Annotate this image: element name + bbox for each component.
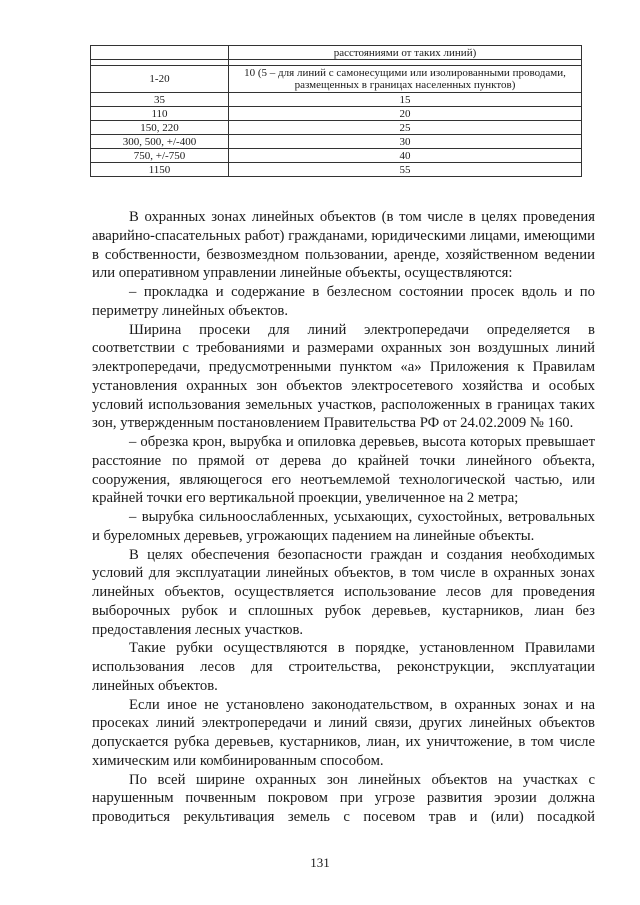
- paragraph-clearing-width: Ширина просеки для линий электропередачи определяется в соответствии с требованиями и размерами охранных зон воздушных линий электропередачи, предусмотренными пунктом «а» Приложения к Правилам установления охранных зон объектов электросетевого хозяйства и особых условий использования земельных участков, расположенных в границах таких зон, утвержденным постановлением Правительства РФ от 24.02.2009 № 160.: [92, 321, 595, 432]
- table-cell-voltage: 110: [91, 107, 229, 121]
- table-cell-voltage: 750, +/-750: [91, 149, 229, 163]
- paragraph-protection-zones-intro: В охранных зонах линейных объектов (в том числе в целях проведения аварийно-спасательных работ) гражданами, юридическими лицами, имеющими в собственности, безвозмездном пользовании, аренде, хозяйственном ведении или оперативном управлении линейные объекты, осуществляются:: [92, 209, 595, 282]
- page-number: 131: [310, 855, 330, 870]
- paragraph-weak-tree-felling: – вырубка сильноослабленных, усыхающих, сухостойных, ветровальных и буреломных деревьев, угрожающих падением на линейные объекты.: [92, 509, 595, 544]
- table-cell-voltage: [91, 46, 229, 60]
- table-cell-distance: 20: [229, 107, 582, 121]
- table-row: [91, 163, 582, 177]
- table-cell-voltage: 35: [91, 93, 229, 107]
- body-text: [92, 208, 595, 827]
- paragraph-permitted-felling: Если иное не установлено законодательством, в охранных зонах и на просеках линий электропередачи и линий связи, других линейных объектов допускается рубка деревьев, кустарников, лиан, их уничтожение, в том числе химическим или комбинированным способом.: [92, 696, 595, 769]
- table-row: [91, 66, 582, 93]
- table-row: [91, 149, 582, 163]
- table-row: [91, 121, 582, 135]
- table-cell-distance: расстояниями от таких линий): [229, 46, 582, 60]
- protection-zone-table: [90, 45, 582, 177]
- table-cell-distance: 40: [229, 149, 582, 163]
- table-row: [91, 107, 582, 121]
- table-cell-distance: 10 (5 – для линий с самонесущими или изолированными проводами, размещенных в границах населенных пунктов): [229, 66, 582, 93]
- table-cell-distance: 25: [229, 121, 582, 135]
- paragraph-crown-trimming: – обрезка крон, вырубка и опиловка деревьев, высота которых превышает расстояние по прямой от дерева до крайней точки линейного объекта, сооружения, являющегося его неотъемлемой технологической частью, или крайней точки его вертикальной проекции, увеличенное на 2 метра;: [92, 434, 595, 507]
- table-cell-voltage: 1150: [91, 163, 229, 177]
- table-cell-voltage: 300, 500, +/-400: [91, 135, 229, 149]
- table-row: [91, 46, 582, 60]
- paragraph-recultivation: По всей ширине охранных зон линейных объектов на участках с нарушенным почвенным покровом при угрозе развития эрозии должна проводиться рекультивация земель с посевом трав и (или) посадкой: [92, 771, 595, 825]
- table-cell-distance: 30: [229, 135, 582, 149]
- paragraph-clearing-maintenance: – прокладка и содержание в безлесном состоянии просек вдоль и по периметру линейных объектов.: [92, 284, 595, 319]
- table-cell-voltage: 150, 220: [91, 121, 229, 135]
- table-cell-distance: 55: [229, 163, 582, 177]
- paragraph-safety-felling: В целях обеспечения безопасности граждан и создания необходимых условий для эксплуатации линейных объектов, в том числе в охранных зонах линейных объектов, осуществляется использование лесов для проведения выборочных рубок и сплошных рубок деревьев, кустарников, лиан без предоставления лесных участков.: [92, 546, 595, 638]
- table-row: [91, 93, 582, 107]
- table-cell-voltage: 1-20: [91, 66, 229, 93]
- table-cell-distance: 15: [229, 93, 582, 107]
- table-row: [91, 135, 582, 149]
- paragraph-felling-procedure: Такие рубки осуществляются в порядке, установленном Правилами использования лесов для строительства, реконструкции, эксплуатации линейных объектов.: [92, 640, 595, 694]
